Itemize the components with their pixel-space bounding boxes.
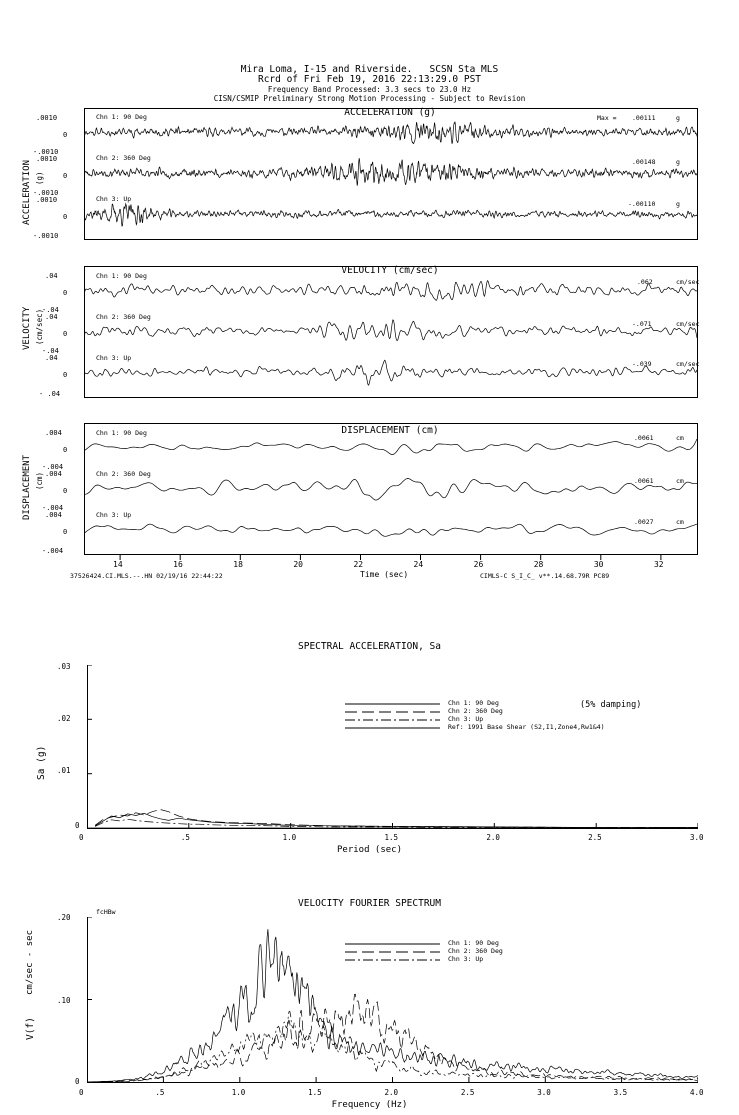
fourier-title: VELOCITY FOURIER SPECTRUM — [298, 898, 441, 909]
vel-ch3-tick-top: .04 — [45, 354, 58, 362]
vel-ch2-name: Chn 2: 360 Deg — [96, 313, 151, 321]
vel-ch3-tick-mid: 0 — [63, 371, 68, 379]
fourier-xtick-label: 3.0 — [537, 1088, 551, 1097]
disp-ch2-peak: .0061 — [634, 477, 654, 485]
acc-ch3-unit: g — [676, 200, 680, 208]
acc-ch2-tick-bot: -.0010 — [33, 189, 59, 197]
fourier-xtick-label: 4.0 — [690, 1088, 704, 1097]
disp-ch3-tick-bot: -.004 — [42, 547, 64, 555]
velocity-title: VELOCITY (cm/sec) — [341, 265, 439, 276]
fourier-xtick-label: 0 — [79, 1088, 84, 1097]
acc-ch2-peak: .00148 — [632, 158, 656, 166]
sa-legend-lines — [345, 700, 445, 740]
fourier-ytick-20: .20 — [57, 913, 71, 922]
time-tick-label: 16 — [173, 560, 183, 569]
acc-ch2-tick-mid: 0 — [63, 172, 68, 180]
fourier-ytick-10: .10 — [57, 996, 71, 1005]
vel-ch2-tick-top: .04 — [45, 313, 58, 321]
sa-ytick-3: .03 — [57, 662, 71, 671]
displacement-yunit: (cm) — [35, 471, 44, 490]
fourier-legend-lines — [345, 940, 445, 970]
disp-ch3-name: Chn 3: Up — [96, 511, 132, 519]
time-tick-label: 18 — [233, 560, 243, 569]
vel-ch1-tick-top: .04 — [45, 272, 58, 280]
time-tick-label: 24 — [413, 560, 424, 569]
fourier-legend-item-1: Chn 1: 90 Deg — [448, 939, 499, 947]
acc-ch2-tick-top: .0010 — [36, 155, 58, 163]
disp-ch2-tick-bot: -.004 — [42, 504, 64, 512]
acc-ch1-name: Chn 1: 90 Deg — [96, 113, 147, 121]
velocity-yunit: (cm/sec) — [35, 308, 44, 345]
footer-xlabel: Time (sec) — [360, 570, 409, 579]
disp-ch2-tick-top: .004 — [45, 470, 62, 478]
disp-ch2-name: Chn 2: 360 Deg — [96, 470, 151, 478]
sa-legend-item-3: Chn 3: Up — [448, 715, 484, 723]
sa-damping-note: (5% damping) — [580, 700, 642, 710]
vel-ch3-name: Chn 3: Up — [96, 354, 132, 362]
disp-ch1-tick-top: .004 — [45, 429, 62, 437]
vel-ch2-unit: cm/sec — [676, 320, 700, 328]
acceleration-plot — [84, 108, 698, 240]
disp-ch1-unit: cm — [676, 434, 684, 442]
disp-ch3-tick-mid: 0 — [63, 528, 68, 536]
acc-ch1-unit: g — [676, 114, 680, 122]
fourier-xtick-label: .5 — [155, 1088, 165, 1097]
vel-ch3-tick-bot: - .04 — [39, 390, 61, 398]
disp-ch1-tick-bot: -.004 — [42, 463, 64, 471]
sa-ylabel: Sa (g) — [36, 745, 47, 780]
acc-ch1-tick-mid: 0 — [63, 131, 68, 139]
vel-ch1-tick-bot: -.04 — [42, 306, 59, 314]
sa-plot — [87, 665, 698, 830]
fourier-legend-item-3: Chn 3: Up — [448, 955, 484, 963]
report-subtitle-band: Frequency Band Processed: 3.3 secs to 23.0 Hz — [267, 85, 472, 94]
acc-ch3-tick-top: .0010 — [36, 196, 58, 204]
sa-legend-item-4: Ref: 1991 Base Shear (S2,I1,Zone4,Rw1&4) — [448, 723, 605, 731]
vel-ch2-tick-mid: 0 — [63, 330, 68, 338]
velocity-plot — [84, 266, 698, 398]
acc-ch1-peak: .00111 — [632, 114, 656, 122]
vel-ch1-tick-mid: 0 — [63, 289, 68, 297]
displacement-ylabel: DISPLACEMENT — [22, 454, 32, 520]
fourier-xtick-label: 1.5 — [308, 1088, 322, 1097]
disp-ch2-tick-mid: 0 — [63, 487, 68, 495]
sa-xtick-label: 3.0 — [690, 833, 704, 842]
fourier-xtick-label: 2.5 — [460, 1088, 475, 1097]
fourier-xtick-label: 3.5 — [613, 1088, 628, 1097]
sa-ytick-1: .01 — [57, 766, 71, 775]
time-tick-label: 28 — [533, 560, 544, 569]
disp-ch3-unit: cm — [676, 518, 684, 526]
sa-xtick-label: 2.5 — [588, 833, 602, 842]
sa-xlabel: Period (sec) — [336, 845, 403, 855]
displacement-title: DISPLACEMENT (cm) — [341, 425, 439, 436]
sa-xtick-label: 2.0 — [486, 833, 500, 842]
disp-ch3-peak: .0027 — [634, 518, 654, 526]
acc-ch3-tick-mid: 0 — [63, 213, 68, 221]
fourier-ytick-0: 0 — [75, 1077, 80, 1086]
time-tick-label: 14 — [113, 560, 123, 569]
sa-title: SPECTRAL ACCELERATION, Sa — [298, 641, 441, 652]
fourier-xtick-label: 1.0 — [231, 1088, 246, 1097]
acc-ch1-tick-bot: -.0010 — [33, 148, 59, 156]
acc-ch3-peak: -.00110 — [628, 200, 656, 208]
displacement-plot — [84, 423, 698, 555]
acceleration-title: ACCELERATION (g) — [344, 107, 436, 118]
fourier-legend-item-2: Chn 2: 360 Deg — [448, 947, 503, 955]
sa-xtick-label: 1.0 — [282, 833, 297, 842]
time-tick-label: 20 — [293, 560, 303, 569]
acc-max-label: Max = — [597, 114, 617, 122]
sa-xtick-label: .5 — [180, 833, 190, 842]
time-tick-label: 30 — [593, 560, 604, 569]
fourier-xlabel: Frequency (Hz) — [331, 1100, 408, 1110]
vel-ch1-name: Chn 1: 90 Deg — [96, 272, 147, 280]
acc-ch3-tick-bot: -.0010 — [33, 232, 59, 240]
disp-ch1-tick-mid: 0 — [63, 446, 68, 454]
fourier-ylabel: V(f) — [25, 1017, 36, 1040]
time-tick-label: 32 — [653, 560, 664, 569]
sa-xtick-label: 0 — [79, 833, 84, 842]
vel-ch2-tick-bot: -.04 — [42, 347, 59, 355]
sa-ytick-0: 0 — [75, 821, 80, 830]
velocity-ylabel: VELOCITY — [22, 306, 32, 350]
sa-legend-item-1: Chn 1: 90 Deg — [448, 699, 499, 707]
sa-legend-item-2: Chn 2: 360 Deg — [448, 707, 503, 715]
time-tick-label: 22 — [353, 560, 364, 569]
vel-ch2-peak: -.071 — [632, 320, 652, 328]
fourier-yunit: cm/sec - sec — [25, 929, 35, 995]
fourier-xtick-label: 2.0 — [384, 1088, 399, 1097]
disp-ch3-tick-top: .004 — [45, 511, 62, 519]
sa-ytick-2: .02 — [57, 714, 71, 723]
report-title-station: Mira Loma, I-15 and Riverside. SCSN Sta MLS — [240, 64, 499, 75]
vel-ch1-unit: cm/sec — [676, 278, 700, 286]
acc-ch1-tick-top: .0010 — [36, 114, 58, 122]
disp-ch1-name: Chn 1: 90 Deg — [96, 429, 147, 437]
acc-ch2-name: Chn 2: 360 Deg — [96, 154, 151, 162]
vel-ch3-peak: -.039 — [632, 360, 652, 368]
report-title-record: Rcrd of Fri Feb 19, 2016 22:13:29.0 PST — [257, 74, 482, 85]
vel-ch3-unit: cm/sec — [676, 360, 700, 368]
sa-xtick-label: 1.5 — [384, 833, 399, 842]
footer-right: CIMLS-C S_I_C_ v**.14.68.79R PC89 — [480, 572, 610, 580]
acc-ch2-unit: g — [676, 158, 680, 166]
report-subtitle-processing: CISN/CSMIP Preliminary Strong Motion Processing - Subject to Revision — [213, 94, 526, 103]
vel-ch1-peak: .062 — [637, 278, 653, 286]
footer-left: 37526424.CI.MLS.--.HN 02/19/16 22:44:22 — [70, 572, 223, 580]
disp-ch1-peak: .0061 — [634, 434, 654, 442]
time-tick-label: 26 — [473, 560, 484, 569]
fourier-corner-label: fcHBw — [96, 908, 116, 916]
acceleration-yunit: (g) — [35, 171, 44, 185]
disp-ch2-unit: cm — [676, 477, 684, 485]
acceleration-ylabel: ACCELERATION — [22, 159, 32, 225]
acc-ch3-name: Chn 3: Up — [96, 195, 132, 203]
